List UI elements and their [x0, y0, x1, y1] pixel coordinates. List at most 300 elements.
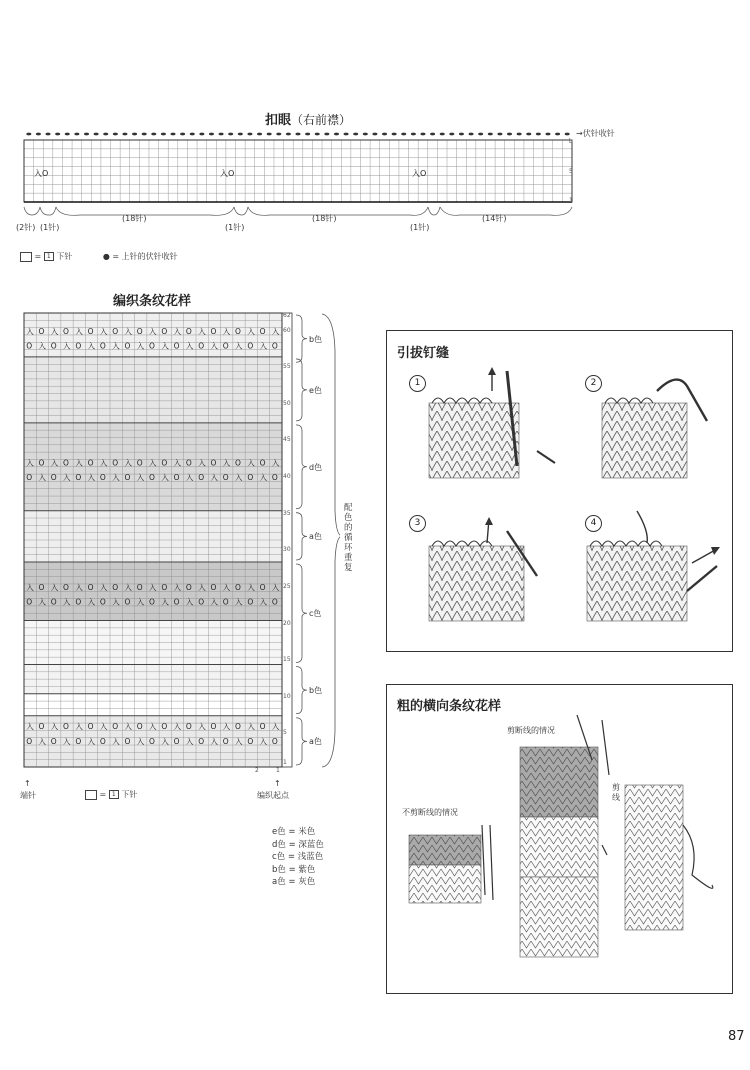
stitch-symbol: 入: [161, 597, 169, 607]
wide-stripe-panel: [386, 684, 733, 994]
color-band-fill: [24, 511, 282, 562]
end-stitch-arrow: ↑: [24, 779, 31, 788]
stitch-symbol: O: [38, 326, 45, 336]
stitch-symbol: O: [259, 326, 266, 336]
stitch-symbol: 入: [38, 736, 46, 746]
stitch-symbol: O: [63, 583, 69, 593]
stitch-symbol: O: [198, 341, 205, 351]
row-label-b: b: [569, 138, 573, 145]
bindoff-dot: [488, 133, 493, 136]
bindoff-dot: [430, 133, 435, 136]
stitch-symbol: 入: [235, 736, 243, 746]
stitch-symbol: 入: [99, 583, 108, 593]
stitch-symbol: 入: [222, 326, 231, 336]
stitch-symbol: 入: [161, 473, 169, 483]
width-1c: (1针): [410, 223, 430, 232]
stitch-symbol: O: [63, 722, 69, 732]
bindoff-dot: [536, 133, 541, 136]
stitch-symbol: 入: [259, 736, 268, 746]
stitch-symbol: 入: [173, 326, 182, 336]
stitch-symbol: O: [185, 722, 192, 732]
stitch-symbol: O: [63, 326, 69, 336]
width-1b: (1针): [225, 223, 245, 232]
stitch-symbol: 入: [222, 458, 231, 468]
bindoff-dot: [209, 133, 214, 136]
bindoff-dot: [103, 133, 108, 136]
bindoff-dot: [334, 133, 339, 136]
stitch-symbol: 入: [87, 473, 96, 483]
bindoff-label: →伏针收针: [576, 129, 615, 138]
stitch-symbol: O: [247, 341, 254, 351]
stitch-symbol: 入: [63, 736, 71, 746]
stitch-symbol: O: [185, 458, 192, 468]
bindoff-dot: [517, 133, 522, 136]
bindoff-dot: [344, 133, 349, 136]
stitch-symbol: 入: [222, 722, 231, 732]
bindoff-dot: [276, 133, 281, 136]
bindoff-dot: [459, 133, 464, 136]
stitch-symbol: O: [210, 458, 217, 468]
stitch-symbol: 入: [271, 458, 280, 468]
stitch-symbol: 入: [63, 341, 71, 351]
stitch-symbol: 入: [26, 722, 34, 732]
color-band-label: a色: [309, 532, 322, 542]
stitch-symbol: O: [124, 597, 131, 607]
end-stitch-label: 端针: [20, 791, 36, 800]
stitch-symbol: O: [63, 458, 69, 468]
stitch-symbol: O: [75, 341, 82, 351]
bindoff-dot: [267, 133, 272, 136]
width-1a: (1针): [40, 223, 60, 232]
row-number: 20: [283, 619, 291, 627]
width-brackets: [20, 205, 580, 225]
start-arrow: ↑: [274, 779, 281, 788]
band-brace: [296, 564, 307, 663]
stitch-symbol: O: [112, 583, 119, 593]
band-brace: [296, 315, 307, 362]
bindoff-dot: [420, 133, 425, 136]
row-number: 5: [283, 729, 287, 737]
row-number: 10: [283, 692, 291, 700]
stitch-symbol: O: [124, 473, 131, 483]
slip-stitch-illustrations: [387, 331, 732, 651]
stitch-symbol: 入: [75, 458, 83, 468]
bindoff-dot: [219, 133, 224, 136]
bindoff-dot: [478, 133, 483, 136]
stitch-symbol: O: [222, 341, 229, 351]
start-label: 编织起点: [257, 791, 289, 800]
stitch-symbol: 入: [50, 722, 59, 732]
band-brace: [296, 513, 307, 560]
step-1-number: 1: [409, 375, 426, 392]
stitch-symbol: O: [185, 326, 192, 336]
stitch-symbol: O: [161, 583, 168, 593]
bindoff-dot: [171, 133, 176, 136]
stitch-symbol: 入: [185, 597, 194, 607]
row-number: 62: [283, 312, 291, 319]
bindoff-dot: [55, 133, 60, 136]
repeat-note: 配色的循环重复: [344, 503, 353, 573]
stitch-symbol: O: [112, 722, 119, 732]
stitch-symbol: 入: [173, 722, 182, 732]
stitch-symbol: 入: [124, 583, 132, 593]
row-number: 55: [283, 363, 291, 371]
stitch-symbol: 入: [136, 597, 145, 607]
stitch-symbol: O: [222, 473, 229, 483]
bindoff-dot: [151, 133, 156, 136]
stitch-symbol: O: [136, 326, 143, 336]
stitch-symbol: O: [161, 458, 168, 468]
color-band-label: c色: [309, 609, 322, 619]
width-18b: (18针): [312, 214, 337, 223]
stitch-symbol: 入: [235, 597, 243, 607]
bindoff-dot: [113, 133, 118, 136]
stitch-symbol: 入: [112, 736, 120, 746]
stitch-symbol: 入: [198, 458, 206, 468]
row-number: 35: [283, 509, 291, 517]
stitch-symbol: 入: [198, 326, 206, 336]
stitch-symbol: O: [210, 326, 217, 336]
color-band-label: a色: [309, 737, 322, 747]
bindoff-dot: [555, 133, 560, 136]
stitch-symbol: O: [75, 736, 82, 746]
wide-stripe-title: 粗的横向条纹花样: [397, 699, 502, 714]
stitch-symbol: O: [87, 722, 94, 732]
hole-symbol-2: 入O: [220, 169, 235, 178]
bindoff-dot: [74, 133, 79, 136]
color-legend-e: e色 = 米色: [272, 827, 316, 837]
stitch-symbol: 入: [198, 583, 206, 593]
color-band-fill: [24, 694, 282, 716]
bindoff-dot: [132, 133, 137, 136]
stitch-symbol: O: [87, 326, 94, 336]
stitch-symbol: 入: [149, 722, 157, 732]
stitch-symbol: O: [173, 597, 180, 607]
stitch-symbol: O: [124, 341, 131, 351]
stitch-symbol: O: [50, 736, 57, 746]
hole-symbol-3: 入O: [412, 169, 427, 178]
stitch-symbol: 入: [259, 473, 268, 483]
stitch-symbol: O: [99, 736, 106, 746]
bindoff-dot: [46, 133, 51, 136]
stitch-symbol: 入: [173, 583, 182, 593]
stitch-symbol: 入: [235, 341, 243, 351]
stitch-symbol: O: [50, 473, 57, 483]
bindoff-dot: [411, 133, 416, 136]
stitch-symbol: 入: [210, 341, 218, 351]
stitch-symbol: 入: [271, 326, 280, 336]
stitch-symbol: O: [235, 326, 241, 336]
stitch-symbol: O: [99, 341, 106, 351]
bindoff-dot: [296, 133, 301, 136]
bindoff-dot: [94, 133, 99, 136]
bindoff-dot: [440, 133, 445, 136]
stitch-symbol: O: [87, 458, 94, 468]
stitch-symbol: 入: [210, 597, 218, 607]
step-3-number: 3: [409, 515, 426, 532]
hole-symbol-1: 入O: [34, 169, 49, 178]
bindoff-dot: [526, 133, 531, 136]
stitch-symbol: 入: [185, 736, 194, 746]
bindoff-dot: [190, 133, 195, 136]
stitch-symbol: O: [247, 736, 254, 746]
bindoff-dot: [228, 133, 233, 136]
stitch-symbol: O: [99, 473, 106, 483]
stitch-symbol: 入: [247, 722, 255, 732]
stitch-symbol: 入: [99, 722, 108, 732]
stitch-symbol: O: [38, 583, 45, 593]
stitch-symbol: 入: [38, 473, 46, 483]
stitch-symbol: 入: [112, 341, 120, 351]
bindoff-dot: [142, 133, 147, 136]
stitch-symbol: O: [161, 326, 168, 336]
stitch-symbol: 入: [247, 583, 255, 593]
stitch-symbol: 入: [149, 583, 157, 593]
stitch-symbol: O: [99, 597, 106, 607]
stitch-symbol: O: [87, 583, 94, 593]
stitch-symbol: O: [271, 341, 278, 351]
bindoff-dot: [238, 133, 243, 136]
stitch-symbol: O: [222, 597, 229, 607]
bindoff-dot: [180, 133, 185, 136]
bindoff-dot: [449, 133, 454, 136]
bindoff-dot: [324, 133, 329, 136]
stitch-symbol: O: [235, 583, 241, 593]
stitch-symbol: O: [198, 736, 205, 746]
label-scissor: 剪线: [612, 783, 620, 802]
stitch-symbol: O: [112, 458, 119, 468]
stitch-symbol: O: [149, 473, 155, 483]
stitch-symbol: 入: [210, 736, 218, 746]
stitch-symbol: 入: [63, 597, 71, 607]
step-2-number: 2: [585, 375, 602, 392]
color-legend-a: a色 = 灰色: [272, 877, 316, 887]
row-number: 40: [283, 473, 291, 481]
stitch-symbol: 入: [87, 597, 96, 607]
stitch-symbol: 入: [124, 722, 132, 732]
stitch-symbol: 入: [198, 722, 206, 732]
stitch-symbol: O: [50, 341, 57, 351]
stitch-symbol: O: [235, 722, 241, 732]
label-nocut: 不剪断线的情况: [402, 808, 458, 817]
stitch-symbol: O: [136, 458, 143, 468]
bindoff-dot: [545, 133, 550, 136]
bindoff-dot: [122, 133, 127, 136]
band-brace: [296, 359, 307, 421]
bindoff-dot: [401, 133, 406, 136]
step-4-number: 4: [585, 515, 602, 532]
row-number: 60: [283, 326, 291, 334]
stitch-symbol: O: [26, 736, 33, 746]
bindoff-dot: [84, 133, 89, 136]
stripe-title: 编织条纹花样: [113, 294, 192, 309]
stitch-symbol: 入: [75, 326, 83, 336]
bindoff-dot: [26, 133, 31, 136]
stitch-symbol: 入: [63, 473, 71, 483]
stitch-symbol: O: [259, 583, 266, 593]
stitch-symbol: 入: [222, 583, 231, 593]
stitch-symbol: 入: [259, 597, 268, 607]
stitch-symbol: O: [173, 341, 180, 351]
bindoff-dot: [247, 133, 252, 136]
stitch-symbol: 入: [271, 722, 280, 732]
stitch-symbol: O: [198, 473, 205, 483]
stitch-symbol: 入: [124, 326, 132, 336]
stitch-symbol: O: [50, 597, 57, 607]
wide-stripe-illustrations: [387, 685, 732, 993]
color-band-fill: [24, 357, 282, 423]
stitch-symbol: 入: [38, 341, 46, 351]
label-cut: 剪断线的情况: [507, 726, 555, 735]
stitch-symbol: O: [136, 583, 143, 593]
bindoff-dot: [372, 133, 377, 136]
bindoff-dot: [497, 133, 502, 136]
stitch-symbol: 入: [136, 341, 145, 351]
stitch-symbol: O: [210, 722, 217, 732]
stitch-symbol: O: [38, 722, 45, 732]
row-label-1: 1: [569, 197, 573, 204]
stitch-symbol: O: [75, 597, 82, 607]
stitch-symbol: O: [124, 736, 131, 746]
stitch-symbol: 入: [26, 583, 34, 593]
stitch-symbol: O: [38, 458, 45, 468]
stitch-symbol: O: [75, 473, 82, 483]
stitch-symbol: O: [235, 458, 241, 468]
stitch-symbol: 入: [26, 458, 34, 468]
stitch-symbol: O: [198, 597, 205, 607]
bindoff-dot: [286, 133, 291, 136]
stitch-symbol: O: [26, 473, 33, 483]
width-2: (2针): [16, 223, 36, 232]
stitch-symbol: 入: [50, 458, 59, 468]
stitch-symbol: 入: [112, 597, 120, 607]
stitch-symbol: 入: [136, 473, 145, 483]
stitch-symbol: 入: [87, 736, 96, 746]
row-number: 30: [283, 546, 291, 554]
bindoff-dot: [199, 133, 204, 136]
stitch-symbol: O: [161, 722, 168, 732]
page-number: 87: [728, 1029, 745, 1044]
stitch-symbol: O: [26, 597, 33, 607]
stitch-symbol: 入: [112, 473, 120, 483]
bindoff-dot: [507, 133, 512, 136]
stitch-symbol: 入: [161, 341, 169, 351]
row-number: 1: [283, 758, 287, 766]
stitch-symbol: O: [222, 736, 229, 746]
stitch-symbol: O: [173, 736, 180, 746]
stitch-symbol: 入: [271, 583, 280, 593]
band-brace: [296, 718, 307, 765]
band-brace: [296, 425, 307, 509]
bh-legend: = 1 下针 ● = 上针的伏针收针: [20, 251, 178, 262]
stitch-symbol: O: [271, 473, 278, 483]
width-14: (14针): [482, 214, 507, 223]
stitch-symbol: 入: [26, 326, 34, 336]
stitch-symbol: 入: [173, 458, 182, 468]
bindoff-dot: [36, 133, 41, 136]
stitch-symbol: 入: [259, 341, 268, 351]
bindoff-dot: [305, 133, 310, 136]
color-band-label: e色: [309, 385, 322, 395]
bindoff-dot: [363, 133, 368, 136]
bindoff-dot: [257, 133, 262, 136]
stitch-symbol: 入: [124, 458, 132, 468]
stitch-symbol: O: [247, 473, 254, 483]
stitch-symbol: 入: [75, 583, 83, 593]
col-label-2: 2: [255, 767, 259, 774]
stitch-symbol: 入: [161, 736, 169, 746]
row-label-5: 5: [569, 168, 573, 175]
stitch-symbol: 入: [99, 458, 108, 468]
stitch-symbol: 入: [149, 326, 157, 336]
stitch-symbol: 入: [235, 473, 243, 483]
color-legend-d: d色 = 深蓝色: [272, 839, 324, 850]
color-band-label: d色: [309, 462, 323, 472]
stitch-symbol: O: [26, 341, 33, 351]
row-number: 45: [283, 436, 291, 444]
stitch-symbol: 入: [210, 473, 218, 483]
bindoff-dot: [65, 133, 70, 136]
stitch-symbol: 入: [50, 583, 59, 593]
row-number: 15: [283, 656, 291, 664]
width-18a: (18针): [122, 214, 147, 223]
stitch-symbol: 入: [99, 326, 108, 336]
bindoff-dot: [315, 133, 320, 136]
col-label-1: 1: [276, 767, 280, 774]
stripe-chart: [20, 311, 340, 781]
stitch-symbol: 入: [38, 597, 46, 607]
buttonhole-title: 扣眼（右前襟）: [265, 113, 352, 128]
stitch-symbol: O: [185, 583, 192, 593]
stitch-symbol: O: [259, 722, 266, 732]
stitch-symbol: O: [149, 597, 155, 607]
stitch-symbol: O: [271, 736, 278, 746]
stitch-symbol: O: [210, 583, 217, 593]
stitch-symbol: O: [271, 597, 278, 607]
color-legend: [272, 826, 324, 889]
bindoff-dot: [353, 133, 358, 136]
stitch-symbol: 入: [136, 736, 145, 746]
band-brace: [296, 666, 307, 713]
stitch-symbol: 入: [185, 341, 194, 351]
stitch-symbol: 入: [50, 326, 59, 336]
bindoff-dot: [161, 133, 166, 136]
stitch-symbol: O: [112, 326, 119, 336]
stripe-legend: = 1 下针: [85, 789, 137, 800]
stitch-symbol: O: [173, 473, 180, 483]
color-legend-c: c色 = 浅蓝色: [272, 852, 324, 862]
row-number: 25: [283, 582, 291, 590]
color-legend-b: b色 = 紫色: [272, 864, 316, 875]
stitch-symbol: O: [136, 722, 143, 732]
slip-stitch-panel: [386, 330, 733, 652]
stitch-symbol: O: [149, 341, 155, 351]
stitch-symbol: 入: [75, 722, 83, 732]
stitch-symbol: O: [247, 597, 254, 607]
bindoff-dot: [469, 133, 474, 136]
slip-stitch-title: 引拔钉缝: [397, 346, 450, 361]
bindoff-dot: [565, 133, 570, 136]
color-band-label: b色: [309, 334, 323, 344]
bindoff-dot: [382, 133, 387, 136]
bindoff-dot: [392, 133, 397, 136]
stitch-symbol: 入: [87, 341, 96, 351]
stitch-symbol: 入: [149, 458, 157, 468]
color-band-label: b色: [309, 686, 323, 696]
row-number: 50: [283, 399, 291, 407]
stitch-symbol: O: [259, 458, 266, 468]
stitch-symbol: O: [149, 736, 155, 746]
